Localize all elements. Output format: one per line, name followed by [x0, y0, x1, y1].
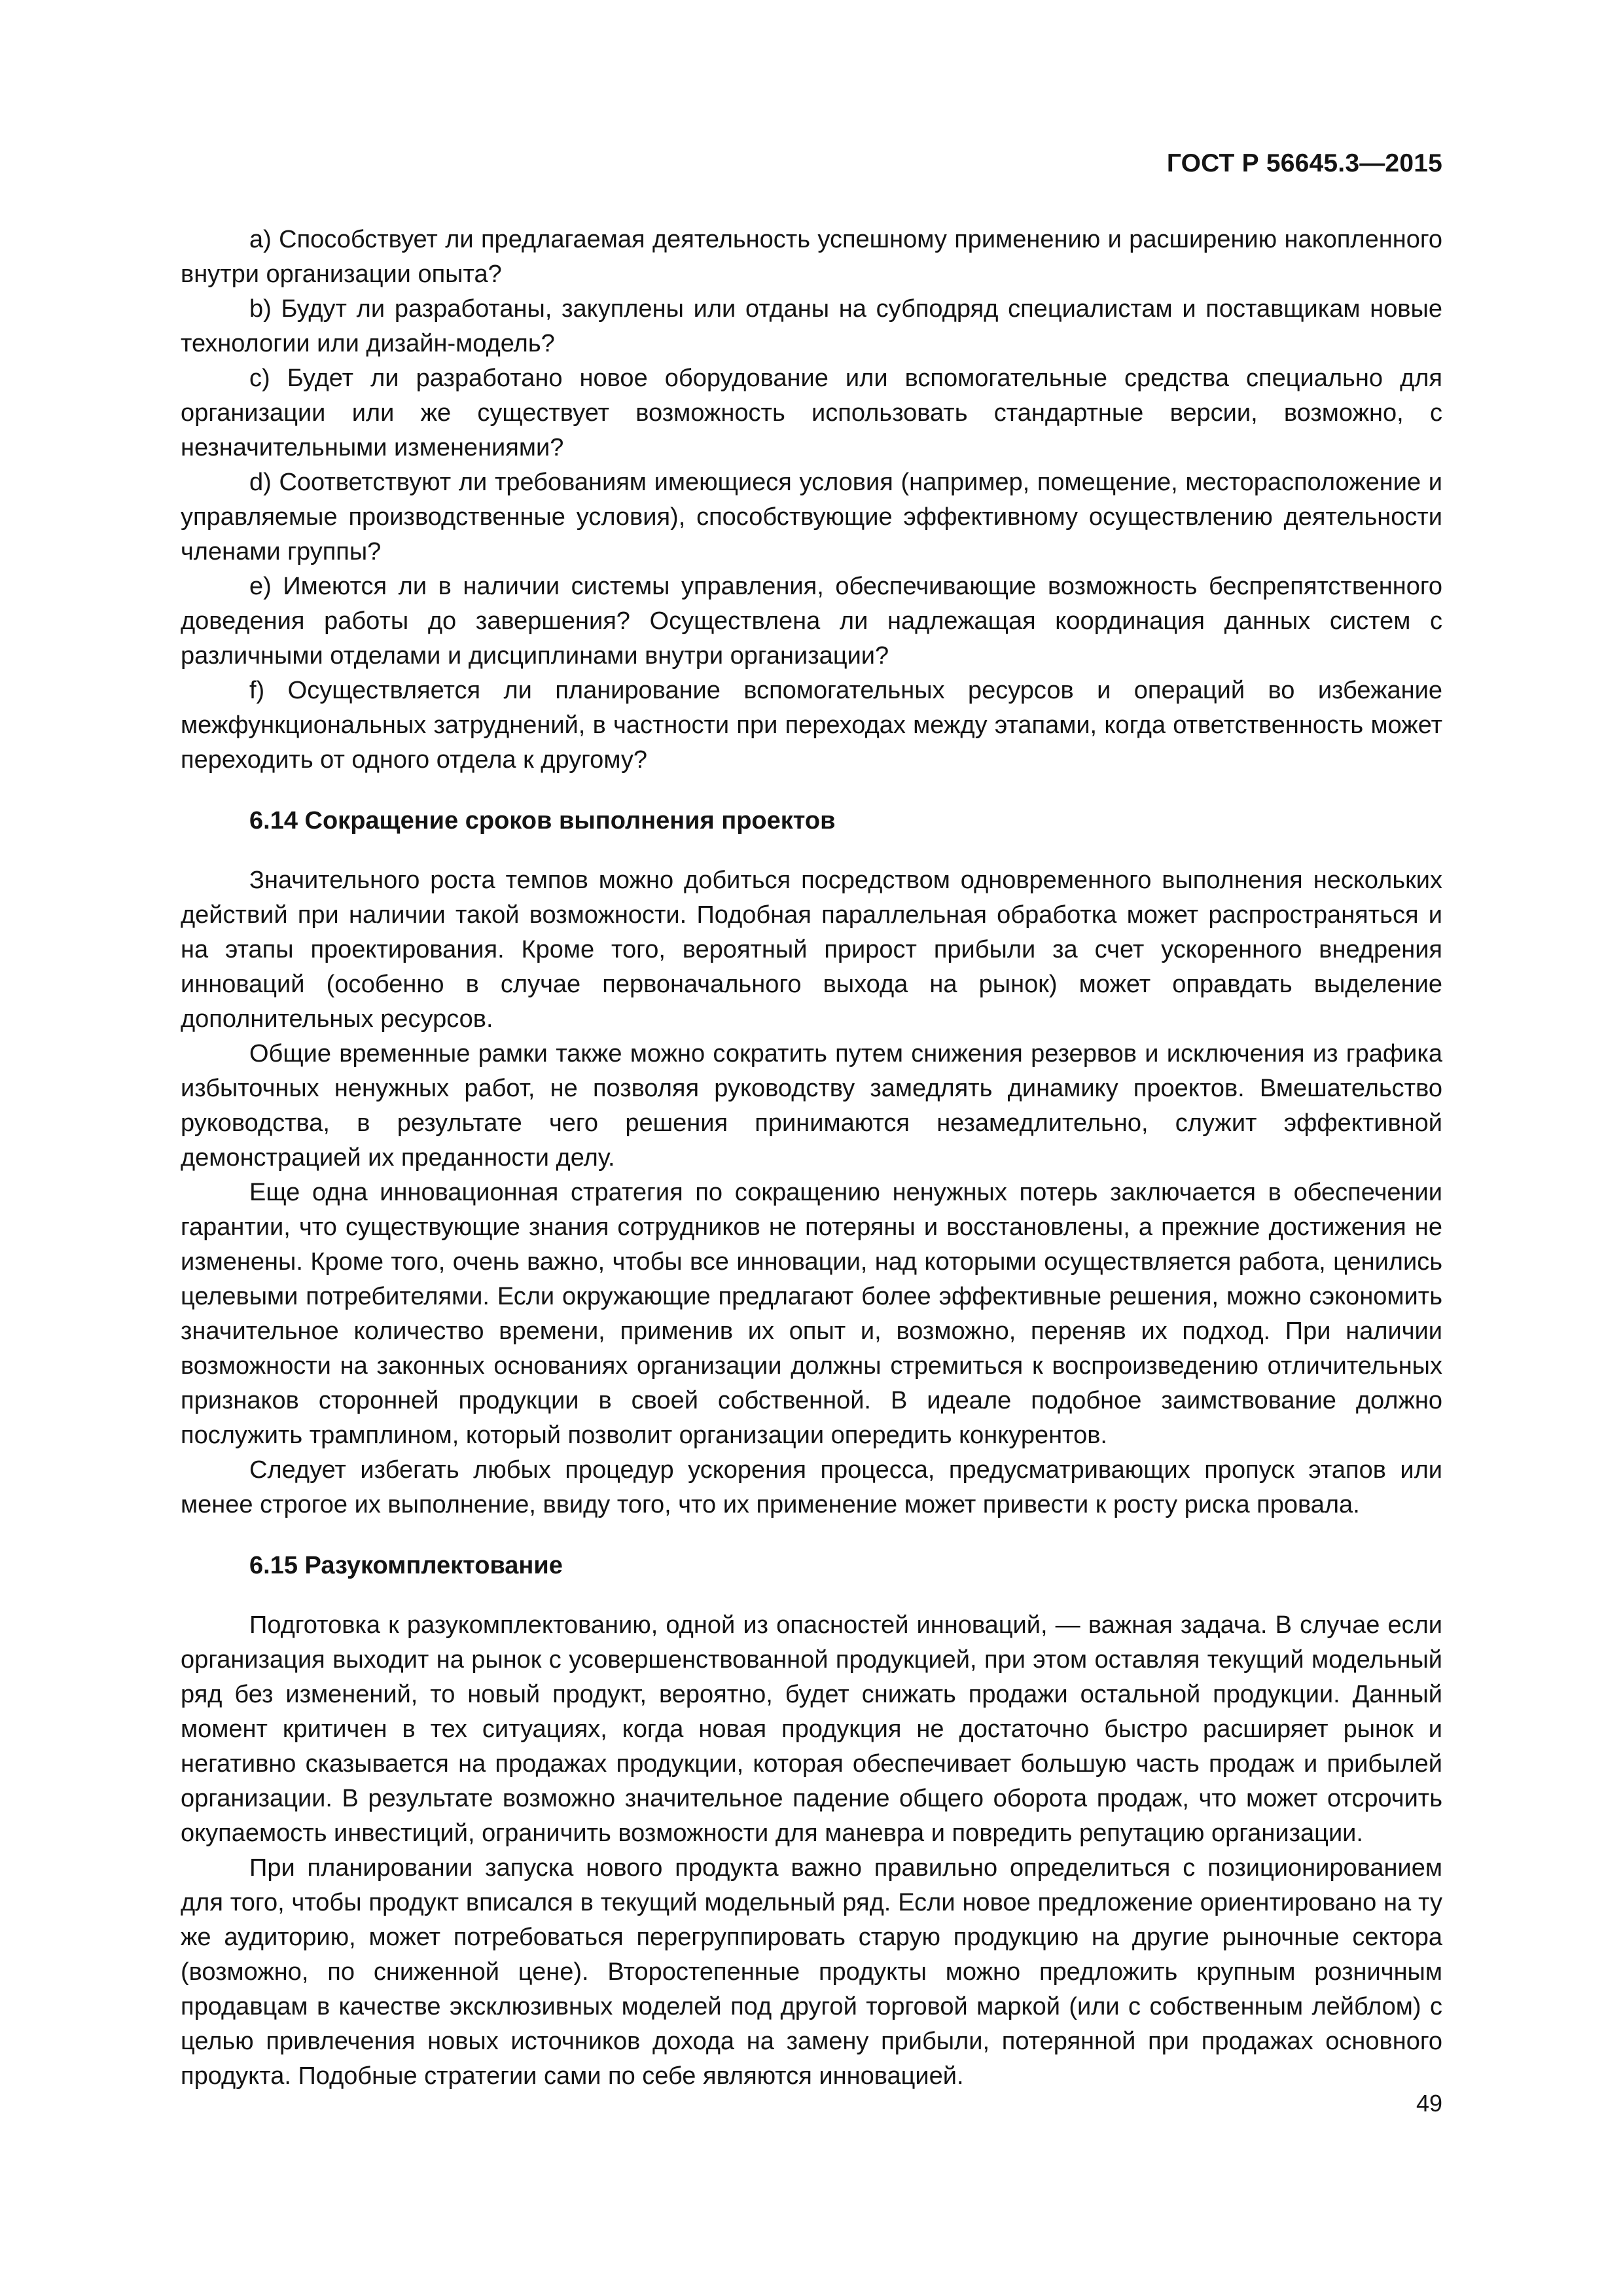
paragraph: Подготовка к разукомплектованию, одной из опасностей инноваций, — важная задача. В случае если организация выходит на рынок с усовершенствованной продукцией, при этом оставляя текущий модельный ряд без изменений, то новый продукт, вероятно, будет снижать продажи остальной продукции. Данный момент критичен в тех ситуациях, когда новая продукция не достаточно быстро расширяет рынок и негативно сказывается на продажах продукции, которая обеспечивает большую часть продаж и прибылей организации. В результате возможно значительное падение общего оборота продаж, что может отсрочить окупаемость инвестиций, ограничить возможности для маневра и повредить репутацию организации. [181, 1611, 1442, 1847]
section-heading: 6.15 Разукомплектование [249, 1552, 563, 1579]
question-list [181, 223, 1442, 778]
document-body [181, 223, 1442, 2094]
paragraph: Следует избегать любых процедур ускорения процесса, предусматривающих пропуск этапов или менее строгое их выполнение, ввиду того, что их применение может привести к росту риска провала. [181, 1456, 1442, 1518]
list-item: a) Способствует ли предлагаемая деятельность успешному применению и расширению накопленного внутри организации опыта? [181, 226, 1442, 288]
list-item: b) Будут ли разработаны, закуплены или отданы на субподряд специалистам и поставщикам новые технологии или дизайн-модель? [181, 295, 1442, 357]
list-item: f) Осуществляется ли планирование вспомогательных ресурсов и операций во избежание межфункциональных затруднений, в частности при переходах между этапами, когда ответственность может переходить от одного отдела к другому? [181, 677, 1442, 774]
section-6-14 [181, 804, 1442, 1522]
list-item: e) Имеются ли в наличии системы управления, обеспечивающие возможность беспрепятственного доведения работы до завершения? Осуществлена ли надлежащая координация данных систем с различными отделами и дисциплинами внутри организации? [181, 573, 1442, 670]
paragraph: Значительного роста темпов можно добиться посредством одновременного выполнения нескольких действий при наличии такой возможности. Подобная параллельная обработка может распространяться и на этапы проектирования. Кроме того, вероятный прирост прибыли за счет ускоренного внедрения инноваций (особенно в случае первоначального выхода на рынок) может оправдать выделение дополнительных ресурсов. [181, 867, 1442, 1033]
section-6-15 [181, 1549, 1442, 2094]
paragraph: Еще одна инновационная стратегия по сокращению ненужных потерь заключается в обеспечении гарантии, что существующие знания сотрудников не потеряны и восстановлены, а прежние достижения не изменены. Кроме того, очень важно, чтобы все инновации, над которыми осуществляется работа, ценились целевыми потребителями. Если окружающие предлагают более эффективные решения, можно сэкономить значительное количество времени, применив их опыт и, возможно, переняв их подход. При наличии возможности на законных основаниях организации должны стремиться к воспроизведению отличительных признаков сторонней продукции в своей собственной. В идеале подобное заимствование должно послужить трамплином, который позволит организации опередить конкурентов. [181, 1179, 1442, 1449]
section-heading: 6.14 Сокращение сроков выполнения проектов [249, 807, 836, 834]
list-item: c) Будет ли разработано новое оборудование или вспомогательные средства специально для организации или же существует возможность использовать стандартные версии, возможно, с незначительными изменениями? [181, 365, 1442, 461]
list-item: d) Соответствуют ли требованиям имеющиеся условия (например, помещение, месторасположение и управляемые производственные условия), способствующие эффективному осуществлению деятельности членами группы? [181, 469, 1442, 565]
paragraph: При планировании запуска нового продукта важно правильно определиться с позиционированием для того, чтобы продукт вписался в текущий модельный ряд. Если новое предложение ориентировано на ту же аудиторию, может потребоваться перегруппировать старую продукцию на другие рыночные сектора (возможно, по сниженной цене). Второстепенные продукты можно предложить крупным розничным продавцам в качестве эксклюзивных моделей под другой торговой маркой (или с собственным лейблом) с целью привлечения новых источников дохода на замену прибыли, потерянной при продажах основного продукта. Подобные стратегии сами по себе являются инновацией. [181, 1854, 1442, 2090]
page-number: 49 [1416, 2090, 1442, 2117]
paragraph: Общие временные рамки также можно сократить путем снижения резервов и исключения из графика избыточных ненужных работ, не позволяя руководству замедлять динамику проектов. Вмешательство руководства, в результате чего решения принимаются незамедлительно, служит эффективной демонстрацией их преданности делу. [181, 1040, 1442, 1172]
document-standard-id: ГОСТ Р 56645.3—2015 [1166, 149, 1442, 177]
